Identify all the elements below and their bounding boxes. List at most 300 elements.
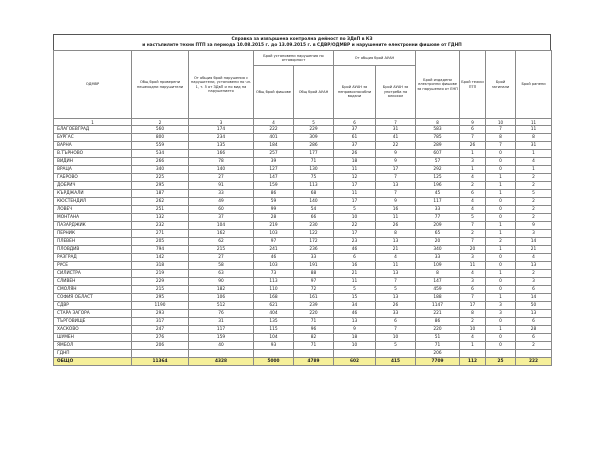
value-cell: 61 (334, 134, 376, 142)
value-cell: 6 (516, 334, 552, 342)
value-cell: 5 (334, 286, 376, 294)
value-cell: 9 (516, 222, 552, 230)
value-cell: 13 (376, 238, 416, 246)
value-cell: 97 (254, 238, 294, 246)
value-cell: 88 (294, 270, 334, 278)
value-cell: 15 (334, 294, 376, 302)
value-cell: 1 (486, 222, 516, 230)
value-cell: 229 (132, 278, 189, 286)
value-cell: 11 (334, 278, 376, 286)
header-group-violations: Брой установени нарушения по отговорност (254, 51, 334, 66)
value-cell: 266 (132, 158, 189, 166)
value-cell: 220 (416, 326, 460, 334)
value-cell: 46 (334, 310, 376, 318)
table-row (54, 206, 552, 214)
value-cell: 239 (294, 302, 334, 310)
value-cell: 401 (254, 134, 294, 142)
value-cell: 166 (189, 150, 254, 158)
value-cell: 560 (132, 126, 189, 134)
spreadsheet-page (53, 34, 551, 366)
value-cell: 68 (294, 190, 334, 198)
value-cell: 7709 (416, 358, 460, 366)
value-cell: 4 (516, 254, 552, 262)
value-cell: 1 (54, 119, 132, 126)
report-title-line-1: Справка за извършена контролна дейност по ЗДвП в КЗ (231, 37, 373, 42)
value-cell: 14 (516, 238, 552, 246)
value-cell: 21 (516, 246, 552, 254)
value-cell: 57 (416, 158, 460, 166)
value-cell: 3 (460, 254, 486, 262)
value-cell: 340 (416, 246, 460, 254)
value-cell: 6 (334, 119, 376, 126)
value-cell: 800 (132, 134, 189, 142)
value-cell: 1 (486, 174, 516, 182)
table-row (54, 326, 552, 334)
table-row (54, 214, 552, 222)
total-row (54, 358, 552, 366)
region-name-cell: ВРАЦА (54, 166, 132, 174)
value-cell: 13 (516, 262, 552, 270)
value-cell: 2 (486, 238, 516, 246)
value-cell: 33 (189, 190, 254, 198)
value-cell: 794 (132, 246, 189, 254)
value-cell: 3 (189, 119, 254, 126)
value-cell: 241 (254, 246, 294, 254)
table-row (54, 278, 552, 286)
value-cell: 4 (460, 198, 486, 206)
value-cell: 75 (294, 174, 334, 182)
value-cell: 7 (460, 238, 486, 246)
value-cell: 5000 (254, 358, 294, 366)
value-cell: 25 (486, 358, 516, 366)
value-cell: 31 (189, 318, 254, 326)
value-cell: 205 (132, 238, 189, 246)
value-cell: 174 (189, 126, 254, 134)
value-cell: 7 (460, 294, 486, 302)
value-cell: 220 (294, 310, 334, 318)
value-cell: 2 (516, 174, 552, 182)
region-name-cell: СИЛИСТРА (54, 270, 132, 278)
value-cell: 177 (294, 150, 334, 158)
value-cell: 187 (132, 190, 189, 198)
value-cell: 140 (294, 198, 334, 206)
value-cell: 215 (132, 286, 189, 294)
report-table-body (54, 119, 552, 366)
table-row (54, 238, 552, 246)
value-cell: 0 (486, 278, 516, 286)
value-cell: 72 (294, 286, 334, 294)
value-cell: 6 (460, 190, 486, 198)
value-cell: 415 (376, 358, 416, 366)
region-name-cell: ШУМЕН (54, 334, 132, 342)
value-cell: 110 (254, 286, 294, 294)
value-cell: 2 (516, 182, 552, 190)
value-cell: 73 (254, 270, 294, 278)
value-cell: 209 (416, 222, 460, 230)
value-cell: 18 (334, 158, 376, 166)
table-row (54, 230, 552, 238)
value-cell: 4 (254, 119, 294, 126)
value-cell: 7 (376, 174, 416, 182)
value-cell: 5 (334, 206, 376, 214)
value-cell: 66 (294, 214, 334, 222)
value-cell: 71 (294, 342, 334, 350)
value-cell: 459 (416, 286, 460, 294)
value-cell: 1 (516, 150, 552, 158)
table-row (54, 198, 552, 206)
region-name-cell: СТАРА ЗАГОРА (54, 310, 132, 318)
value-cell: 1 (486, 246, 516, 254)
value-cell: 28 (254, 214, 294, 222)
value-cell: 147 (416, 278, 460, 286)
value-cell: 37 (334, 126, 376, 134)
value-cell: 184 (254, 142, 294, 150)
value-cell: 8 (416, 270, 460, 278)
value-cell: 534 (132, 150, 189, 158)
value-cell: 340 (132, 166, 189, 174)
value-cell: 10 (334, 342, 376, 350)
value-cell: 4 (516, 158, 552, 166)
value-cell (516, 350, 552, 358)
value-cell: 225 (132, 174, 189, 182)
header-checked-total: Общ брой проверени пешеходни нарушители (132, 51, 189, 119)
value-cell: 219 (132, 270, 189, 278)
table-row (54, 246, 552, 254)
value-cell (486, 350, 516, 358)
value-cell: 9 (460, 119, 486, 126)
value-cell: 229 (294, 126, 334, 134)
value-cell: 4 (460, 334, 486, 342)
value-cell: 172 (294, 238, 334, 246)
value-cell: 26 (334, 150, 376, 158)
value-cell: 161 (294, 294, 334, 302)
value-cell: 60 (189, 206, 254, 214)
value-cell: 3 (486, 302, 516, 310)
value-cell: 168 (254, 294, 294, 302)
value-cell: 71 (294, 158, 334, 166)
header-killed: Брой загинали (486, 51, 516, 119)
value-cell: 6 (376, 318, 416, 326)
header-region: ОДМВР (54, 51, 132, 119)
table-row (54, 150, 552, 158)
value-cell: 7 (460, 134, 486, 142)
value-cell: 27 (189, 254, 254, 262)
table-row (54, 126, 552, 134)
region-name-cell: ОБЩО (54, 358, 132, 366)
region-name-cell: СОФИЯ ОБЛАСТ (54, 294, 132, 302)
header-auan-total: Общ брой АУАН (294, 66, 334, 119)
value-cell: 127 (254, 166, 294, 174)
value-cell: 188 (416, 294, 460, 302)
region-name-cell: ПЕРНИК (54, 230, 132, 238)
value-cell: 33 (376, 310, 416, 318)
value-cell: 62 (189, 238, 254, 246)
value-cell: 292 (416, 166, 460, 174)
value-cell: 621 (254, 302, 294, 310)
value-cell: 21 (334, 270, 376, 278)
value-cell: 196 (416, 182, 460, 190)
value-cell: 1 (486, 294, 516, 302)
value-cell: 5 (516, 190, 552, 198)
region-name-cell: ХАСКОВО (54, 326, 132, 334)
value-cell: 26 (460, 142, 486, 150)
value-cell: 8 (486, 134, 516, 142)
value-cell: 71 (416, 342, 460, 350)
value-cell: 5 (460, 214, 486, 222)
value-cell: 7 (460, 222, 486, 230)
value-cell: 3 (486, 310, 516, 318)
value-cell: 96 (294, 326, 334, 334)
value-cell: 236 (294, 246, 334, 254)
value-cell: 182 (189, 286, 254, 294)
value-cell: 8 (460, 310, 486, 318)
value-cell: 295 (132, 294, 189, 302)
value-cell: 17 (460, 302, 486, 310)
region-name-cell: СДВР (54, 302, 132, 310)
value-cell: 7 (376, 190, 416, 198)
value-cell: 0 (486, 334, 516, 342)
value-cell: 11 (460, 262, 486, 270)
value-cell: 11 (334, 166, 376, 174)
value-cell: 2 (516, 206, 552, 214)
value-cell: 318 (132, 262, 189, 270)
region-name-cell: БУРГАС (54, 134, 132, 142)
header-group-auan: От общия брой АУАН (334, 51, 416, 66)
value-cell: 1 (486, 182, 516, 190)
region-name-cell: ТЪРГОВИЩЕ (54, 318, 132, 326)
value-cell: 9 (376, 158, 416, 166)
value-cell: 8 (376, 230, 416, 238)
value-cell: 17 (334, 230, 376, 238)
region-name-cell: СЛИВЕН (54, 278, 132, 286)
region-name-cell: ДОБРИЧ (54, 182, 132, 190)
value-cell: 86 (254, 190, 294, 198)
region-name-cell: РАЗГРАД (54, 254, 132, 262)
report-table (53, 50, 552, 366)
table-row (54, 174, 552, 182)
value-cell: 4789 (294, 358, 334, 366)
region-name-cell: ПЛЕВЕН (54, 238, 132, 246)
value-cell: 93 (254, 342, 294, 350)
header-tickets-total: Общ брой фишове (254, 66, 294, 119)
value-cell: 11 (376, 262, 416, 270)
region-name-cell: ПЛОВДИВ (54, 246, 132, 254)
value-cell: 286 (294, 142, 334, 150)
value-cell: 86 (416, 318, 460, 326)
value-cell: 71 (294, 318, 334, 326)
value-cell: 10 (376, 334, 416, 342)
header-violations-art1: От общия брой нарушения с нарушители, установени по чл. 1, т. 5 от ЗДвП и по вид на нарушението (189, 51, 254, 119)
value-cell: 112 (460, 358, 486, 366)
value-cell (189, 350, 254, 358)
value-cell: 122 (294, 230, 334, 238)
value-cell: 4 (376, 254, 416, 262)
value-cell: 90 (189, 278, 254, 286)
value-cell: 1 (460, 150, 486, 158)
value-cell: 22 (334, 222, 376, 230)
value-cell: 0 (486, 198, 516, 206)
value-cell: 17 (334, 198, 376, 206)
value-cell: 232 (132, 222, 189, 230)
value-cell: 5 (294, 119, 334, 126)
table-row (54, 286, 552, 294)
value-cell: 4328 (189, 358, 254, 366)
value-cell: 0 (486, 206, 516, 214)
value-cell: 40 (189, 342, 254, 350)
value-cell: 63 (189, 270, 254, 278)
value-cell: 11364 (132, 358, 189, 366)
table-row (54, 310, 552, 318)
value-cell: 28 (516, 326, 552, 334)
value-cell: 7 (486, 126, 516, 134)
value-cell: 140 (189, 166, 254, 174)
value-cell: 512 (189, 302, 254, 310)
column-number-row (54, 119, 552, 126)
value-cell: 109 (416, 262, 460, 270)
value-cell: 51 (416, 334, 460, 342)
value-cell: 2 (460, 318, 486, 326)
value-cell: 404 (254, 310, 294, 318)
value-cell: 293 (132, 310, 189, 318)
value-cell: 2 (516, 198, 552, 206)
value-cell: 13 (376, 270, 416, 278)
value-cell: 295 (132, 182, 189, 190)
value-cell: 247 (132, 326, 189, 334)
value-cell: 46 (334, 246, 376, 254)
table-row (54, 142, 552, 150)
value-cell: 97 (294, 278, 334, 286)
value-cell: 49 (189, 198, 254, 206)
value-cell: 317 (132, 318, 189, 326)
region-name-cell: КЪРДЖАЛИ (54, 190, 132, 198)
value-cell: 559 (132, 142, 189, 150)
table-row (54, 342, 552, 350)
value-cell: 11 (516, 126, 552, 134)
value-cell: 785 (416, 134, 460, 142)
value-cell: 4 (460, 206, 486, 214)
value-cell: 191 (294, 262, 334, 270)
value-cell: 13 (334, 318, 376, 326)
value-cell: 27 (189, 174, 254, 182)
value-cell: 14 (516, 294, 552, 302)
value-cell: 215 (189, 246, 254, 254)
value-cell: 115 (254, 326, 294, 334)
value-cell: 13 (376, 294, 416, 302)
table-row (54, 302, 552, 310)
value-cell: 206 (132, 342, 189, 350)
value-cell (132, 350, 189, 358)
value-cell: 2 (460, 182, 486, 190)
table-row (54, 350, 552, 358)
value-cell: 18 (334, 334, 376, 342)
region-name-cell: ГАБРОВО (54, 174, 132, 182)
value-cell: 113 (294, 182, 334, 190)
table-row (54, 294, 552, 302)
value-cell: 20 (460, 246, 486, 254)
value-cell: 4 (460, 270, 486, 278)
value-cell: 2 (132, 119, 189, 126)
value-cell: 50 (516, 302, 552, 310)
value-cell: 3 (516, 230, 552, 238)
value-cell: 117 (189, 326, 254, 334)
value-cell: 33 (294, 254, 334, 262)
value-cell: 10 (486, 119, 516, 126)
region-name-cell: СМОЛЯН (54, 286, 132, 294)
header-auan-alcohol: Брой АУАН за употреба на алкохол (376, 66, 416, 119)
value-cell: 34 (334, 302, 376, 310)
value-cell: 5 (376, 342, 416, 350)
value-cell: 159 (189, 334, 254, 342)
value-cell: 251 (132, 206, 189, 214)
value-cell: 6 (516, 318, 552, 326)
value-cell: 0 (486, 262, 516, 270)
report-title-line-2: и настъпилите техни ПТП за периода 10.08.2015 г. до 13.09.2015 г. в СДВР/ОДМВР и нарушените електронни фишове от ГДНП (142, 43, 462, 48)
value-cell: 46 (254, 254, 294, 262)
value-cell: 147 (254, 174, 294, 182)
header-injured: Брой ранени (516, 51, 552, 119)
value-cell: 2 (516, 342, 552, 350)
region-name-cell: БЛАГОЕВГРАД (54, 126, 132, 134)
value-cell: 3 (460, 158, 486, 166)
table-row (54, 134, 552, 142)
table-row (54, 166, 552, 174)
value-cell: 6 (460, 286, 486, 294)
value-cell: 31 (376, 126, 416, 134)
region-name-cell: ВИДИН (54, 158, 132, 166)
value-cell: 607 (416, 150, 460, 158)
value-cell: 26 (376, 302, 416, 310)
value-cell (460, 350, 486, 358)
value-cell: 104 (254, 334, 294, 342)
value-cell: 219 (254, 222, 294, 230)
value-cell: 1 (460, 342, 486, 350)
value-cell (376, 350, 416, 358)
value-cell: 11 (516, 119, 552, 126)
value-cell: 20 (416, 238, 460, 246)
value-cell: 58 (189, 262, 254, 270)
region-name-cell: МОНТАНА (54, 214, 132, 222)
header-severe-accidents: Брой тежки ПТП (460, 51, 486, 119)
table-row (54, 270, 552, 278)
value-cell: 99 (254, 206, 294, 214)
value-cell: 8 (416, 119, 460, 126)
value-cell: 289 (416, 142, 460, 150)
value-cell: 13 (376, 182, 416, 190)
value-cell: 0 (486, 158, 516, 166)
value-cell: 39 (254, 158, 294, 166)
table-row (54, 222, 552, 230)
value-cell: 135 (189, 142, 254, 150)
value-cell: 222 (516, 358, 552, 366)
value-cell: 11 (334, 190, 376, 198)
value-cell: 41 (376, 134, 416, 142)
value-cell: 6 (460, 126, 486, 134)
region-name-cell: РУСЕ (54, 262, 132, 270)
value-cell (254, 350, 294, 358)
value-cell: 117 (416, 198, 460, 206)
value-cell: 37 (189, 214, 254, 222)
region-name-cell: ЛОВЕЧ (54, 206, 132, 214)
value-cell: 0 (486, 254, 516, 262)
value-cell: 221 (416, 310, 460, 318)
value-cell: 1190 (132, 302, 189, 310)
table-row (54, 158, 552, 166)
value-cell: 6 (334, 254, 376, 262)
value-cell: 130 (294, 166, 334, 174)
value-cell: 142 (132, 254, 189, 262)
value-cell: 1147 (416, 302, 460, 310)
value-cell: 65 (416, 230, 460, 238)
